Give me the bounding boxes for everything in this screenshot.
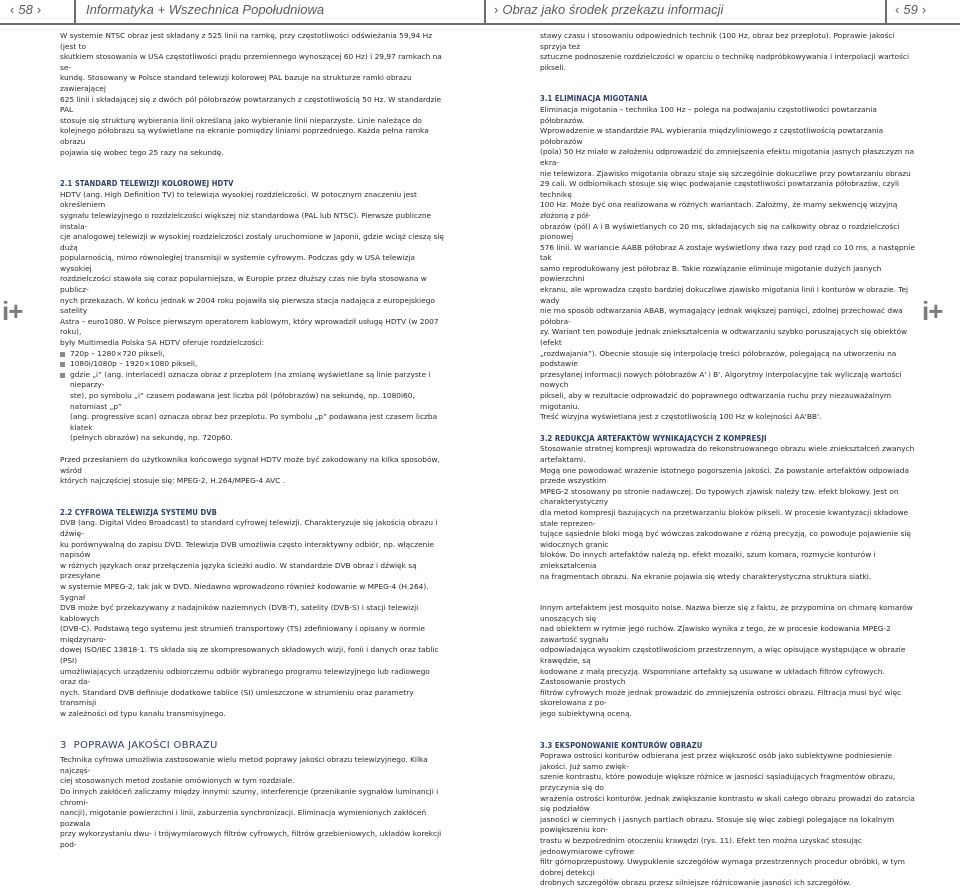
left-column: [60, 31, 444, 851]
page-header: [0, 0, 960, 25]
paragraph-intro: W systemie NTSC obraz jest składany z 525 linii na ramkę, przy częstotliwości odświeżania 59,94 Hz (jest to skutkiem stosowania w USA częstotliwości prądu przemiennego wynoszącej 60 Hz) i 29,97 ramkach na se- kundę. Stosowany w Polsce standard telewizji kolorowej PAL bazuje na strukturze ramki obrazu zawierającej 625 linii i składającej się z dwóch pól półobrazów powtarzanych z częstotliwością 50 Hz. W standardzie PAL stosuje się strukturę wybierania linii określaną jako wybieranie linii nieparzyste. Linie należące do kolejnego półobrazu są wyświetlane na ekranie pomiędzy liniami poprzedniego. Każda pełna ramka obrazu pojawia się wobec tego 25 razy na sekundę.: [60, 31, 442, 157]
paragraph-artifacts: Stosowanie stratnej kompresji wprowadza do rekonstruowanego obrazu wiele zniekształceń zwanych artefaktami. Mogą one powodować wrażenie istotnego pogorszenia jakości. Za powstanie artefaktów odpowiada przede wszystkim MPEG-2 stosowany po stronie nadawczej. Do typowych zjawisk należy tzw. efekt blokowy. Jest on charakterystyczny dla metod kompresji bazujących na przetwarzaniu bloków pikseli. W procesie kwantyzacji składowe stałe reprezen- tujące sąsiednie bloki mogą być wówczas zakodowane z różną precyzją, co powoduje pojawienie się widocznych granic bloków. Do innych artefaktów należą np. efekt mozaiki, szum komara, rozmycie konturów i zniekształcenia na fragmentach obrazu. Na ekranie pojawia się wtedy charakterystyczna struktura siatki.: [540, 444, 915, 581]
right-page-number-text: 59: [903, 2, 918, 17]
section-heading-3-text: POPRAWA JAKOŚCI OBRAZU: [73, 739, 218, 751]
paragraph-hdtv: HDTV (ang. High Definition TV) to telewizja wysokiej rozdzielczości. W potocznym znaczeniu jest określeniem sygnału telewizyjnego o rozdzielczości większej niż standardowa (PAL lub NTSC). Pierwsze publiczne instala- cje analogowej telewizji w wysokiej rozdzielczości zostały uruchomione w Japonii, gdzie wciąż cieszą się dużą popularnością, mimo równoległej transmisji w systemie cyfrowym. Podczas gdy w USA telewizja wysokiej rozdzielczości stawała się coraz popularniejsza, w Europie przez dłuższy czas nie była stosowana w publicz- nych przekazach. W końcu jednak w 2004 roku pojawiła się pierwsza stacja nadająca z europejskiego satelity Astra – euro1080. W Polsce pierwszym operatorem kablowym, który wprowadził usługę HDTV (w 2007 roku), były Multimedia Polska SA HDTV oferuje rozdzielczości:: [60, 189, 444, 348]
right-column: [540, 31, 916, 889]
paragraph-quality: Technika cyfrowa umożliwia zastosowanie wielu metod poprawy jakości obrazu telewizyjnego. Kilka najczęś- ciej stosowanych metod zostanie omówionych w tym rozdziale. Do innych zakłóceń zaliczamy między innymi: szumy, interferencje (przenikanie sygnałów luminancji i chromi- nancji), migotanie powierzchni i linii, zaburzenia synchronizacji. Eliminacja wymienionych zakłóceń pozwala przy wykorzystaniu dwu- i trójwymiarowych filtrów cyfrowych, filtrów grzebieniowych, układów korekcji pod-: [60, 755, 442, 849]
section-heading-2-1: 2.1 STANDARD TELEWIZJI KOLOROWEJ HDTV: [60, 179, 234, 189]
side-logo-left: i+: [2, 296, 23, 326]
list-item: gdzie „i” (ang. interlaced) oznacza obraz z przeplotem (na zmianę wyświetlane są linie parzyste i nieparzy- ste), po symbolu „i” czasem podawana jest liczba pól (półobrazów) na sekundę, np. 1080i60, natomiast „p” (ang. progressive scan) oznacza obraz bez przeplotu. Po symbolu „p” podawana jest czasem liczba klatek (pełnych obrazów) na sekundę, np. 720p60.: [60, 370, 444, 444]
chevron-right-icon: ›: [921, 2, 927, 17]
list-item: 1080i/1080p – 1920×1080 pikseli,: [60, 359, 444, 370]
section-heading-2-2: 2.2 CYFROWA TELEWIZJA SYSTEMU DVB: [60, 507, 217, 517]
section-heading-3: [60, 741, 444, 752]
chevron-right-icon: ›: [494, 2, 499, 17]
left-page-number-text: 58: [18, 2, 33, 17]
divider-line: [885, 0, 887, 23]
paragraph-encoding: Przed przesłaniem do użytkownika końcowego sygnał HDTV może być zakodowany na kilka sposobów, wśród których najczęściej stosuje się: MPEG-2, H.264/MPEG-4 AVC .: [60, 454, 440, 486]
paragraph-contours: Poprawa ostrości konturów odbierana jest przez większość osób jako subiektywne podniesienie jakości. Już samo zwięk- szenie kontrastu, które powoduje większe różnice w jasności sąsiadujących fragmentów obrazu, przyczynia się do wrażenia ostrości konturów. Jednak zwiększanie kontrastu w skali całego obrazu prowadzi do zatarcia się podziałów jasności w ciemnych i jasnych partiach obrazu. Stosuje się więc zabiegi polegające na lokalnym powiększeniu kon- trastu w bezpośrednim otoczeniu krawędzi (rys. 11). Efekt ten można uzyskać stosując jednowymiarowe cyfrowe filtr górnoprzepustowy. Uwypuklenie szczegółów wymaga przestrzennych procedur obróbki, w tym dobrej detekcji drobnych szczegółów obrazu przesz silniejsze różnicowanie jasności ich szczegółów.: [540, 751, 915, 888]
resolution-list: [60, 349, 444, 444]
left-page-number: [10, 2, 45, 17]
right-running-title-text: Obraz jako środek przekazu informacji: [502, 2, 724, 17]
list-item: 720p – 1280×720 pikseli,: [60, 349, 444, 360]
right-page-number: [895, 2, 930, 17]
section-number: 3: [60, 739, 67, 751]
chevron-left-icon: ‹: [10, 2, 15, 17]
section-heading-3-2: 3.2 REDUKCJA ARTEFAKTÓW WYNIKAJĄCYCH Z KOMPRESJI: [540, 433, 767, 443]
paragraph-continued: stawy czasu i stosowaniu odpowiednich technik (100 Hz, obraz bez przeplotu). Poprawie jakości sprzyja też sztuczne podnoszenie rozdzielczości w oparciu o technikę nadpróbkowywania i interpolacji wartości pikseli.: [540, 31, 910, 72]
paragraph-dvb: DVB (ang. Digital Video Broadcast) to standard cyfrowej telewizji. Charakteryzuje się jakością obrazu i dźwię- ku porównywalną do zapisu DVD. Telewizja DVB umożliwia często interaktywny odbiór, np. włączenie napisów w różnych językach oraz przełączenia języka ścieżki audio. W standardzie DVB obraz i dźwięk są przesyłane w systemie MPEG-2, tak jak w DVD. Niedawno wprowadzono również kodowanie w MPEG-4 (H.264). Sygnał DVB może być przekazywany z nadajników naziemnych (DVB-T), satelity (DVB-S) i stacji telewizji kablowych (DVB-C). Podstawą tego systemu jest strumień transportowy (TS) zdefiniowany i opisany w normie międzynaro- dowej ISO/IEC 13818-1. TS składa się ze skompresowanych składowych wizji, fonii i danych oraz tablic (PSI) umożliwiających urządzeniu odbiorczemu odbiór wybranego programu telewizyjnego lub radiowego oraz da- nych. Standard DVB definiuje dodatkowe tablice (SI) umieszczone w strumieniu oraz parametry transmisji w zależności od typu kanału transmisyjnego.: [60, 518, 439, 719]
section-heading-3-1: 3.1 ELIMINACJA MIGOTANIA: [540, 94, 648, 104]
section-heading-3-3: 3.3 EKSPONOWANIE KONTURÓW OBRAZU: [540, 740, 703, 750]
paragraph-flicker: Eliminacja migotania – technika 100 Hz – polega na podwajaniu częstotliwości powtarzania półobrazów. Wprowadzenie w standardzie PAL wybierania międzyliniowego z częstotliwością powtarzania półobrazów (pola) 50 Hz miało w założeniu odprowadzić do zmniejszenia efektu migotania jasnych płaszczyzn na ekra- nie telewizora. Zjawisko migotania obrazu staje się szczególnie dokuczliwe przy powtarzaniu obrazu 29 cali. W odbiornikach stosuje się więc podwajanie częstotliwości powtarzania półobrazów, czyli technikę 100 Hz. Może być ona realizowana w różnych wariantach. Założmy, że mamy sekwencję wizyjną złożoną z pół- obrazów (pól) A i B wyświetlanych co 20 ms, składających się na całkowity obraz o rozdzielczości pionowej 576 linii. W wariancie AABB półobraz A zostaje wyświetlony dwa razy pod rząd co 10 ms, a następnie tak samo reprodukowany jest półobraz B. Takie rozwiązanie eliminuje migotanie dużych jasnych powierzchni ekranu, ale wprowadza często bardziej dokuczliwe zjawisko migotania linii i konturów w obrazie. Tej wady nie ma sposób odtwarzania ABAB, wymagający jednak większej pamięci, zdolnej przechować dwa półobra- zy. Wariant ten powoduje jednak zniekształcenia w odtwarzaniu szybko poruszających się obiektów (efekt „rozdwajania”). Obecnie stosuje się interpolację treści półobrazów, polegającą na utworzeniu na podstawie przesyłanej informacji nowych półobrazów A' i B'. Algorytmy interpolacyjne tak wyliczają wartości nowych pikseli, aby w rezultacie odprowadzić do poprawnego odtwarzania ruchu przy niezauważalnym migotaniu. Treść wizyjna wyświetlana jest z częstotliwością 100 Hz w kolejności AA'BB'.: [540, 104, 915, 422]
right-running-title: [494, 2, 723, 17]
chevron-right-icon: ›: [36, 2, 42, 17]
divider-line: [74, 0, 76, 23]
paragraph-mosquito: Innym artefaktem jest mosquito noise. Nazwa bierze się z faktu, że przypomina on chmarę komarów unoszących się nad obiektem w rytmie jego ruchów. Zjawisko wynika z tego, że w procesie kodowania MPEG-2 zawartość sygnału odpowiadająca wysokim częstotliwościom przestrzennym, a więc opisujące występujące w obrazie krawędzie, są kodowane z małą precyzją. Wspomniane artefakty są usuwane w układach filtrów cyfrowych. Zastosowanie prostych filtrów cyfrowych może jednak prowadzić do zmniejszenia ostrości obrazu. Filtracja musi być więc skorelowana z po- jego subiektywną oceną.: [540, 603, 913, 719]
side-logo-right: i+: [922, 296, 943, 326]
divider-line: [484, 0, 486, 23]
chevron-left-icon: ‹: [895, 2, 900, 17]
left-running-title: Informatyka + Wszechnica Popołudniowa: [86, 2, 325, 17]
